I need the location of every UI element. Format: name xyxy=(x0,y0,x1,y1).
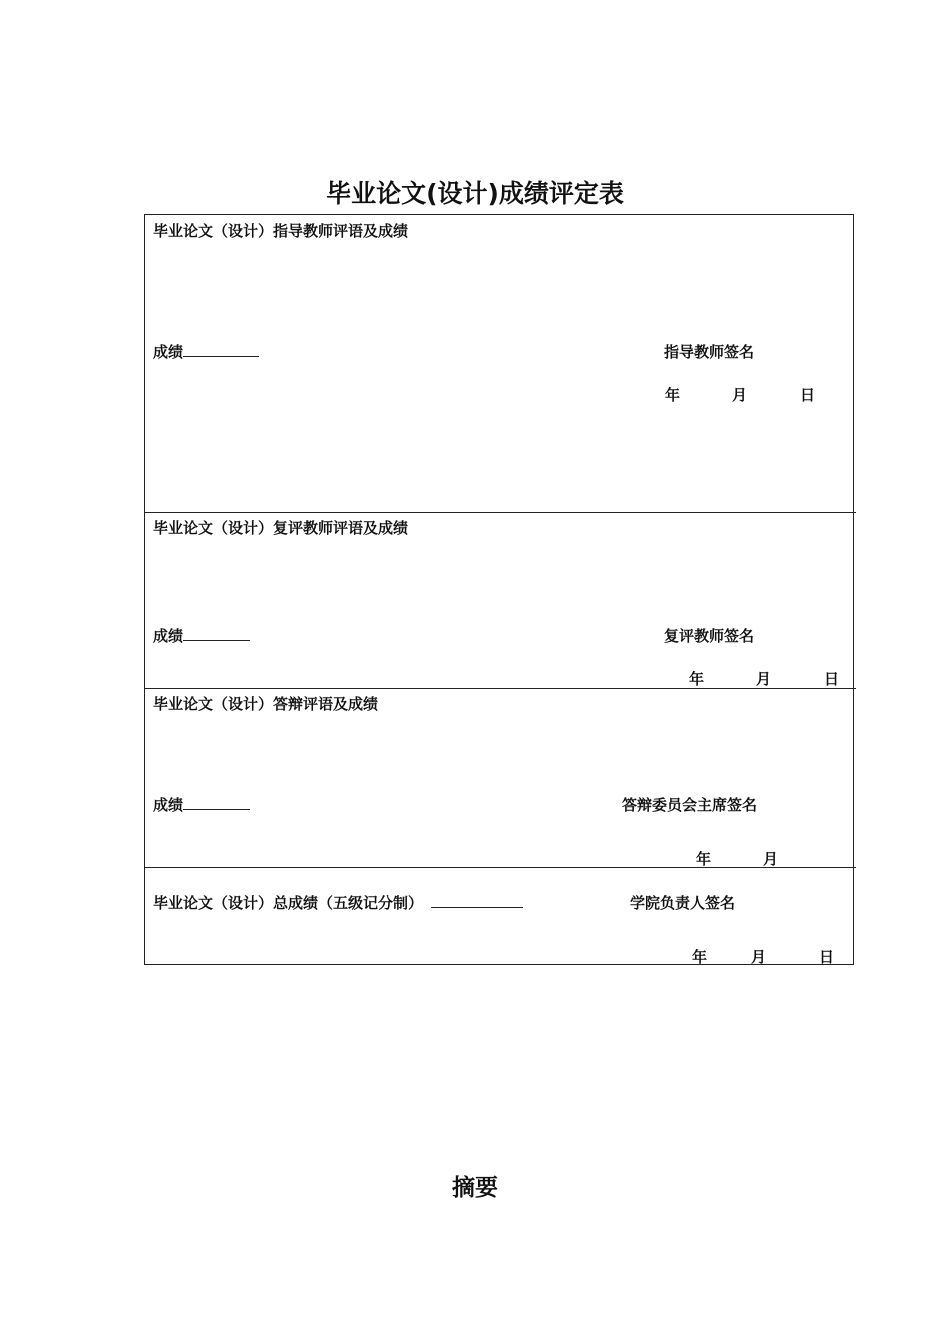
total-score-field[interactable] xyxy=(153,892,523,913)
reviewer-section-heading: 毕业论文（设计）复评教师评语及成绩 xyxy=(153,519,409,537)
abstract-heading: 摘要 xyxy=(452,1175,498,1201)
dean-signature-label: 学院负责人签名 xyxy=(630,894,736,912)
date-day: 日 xyxy=(819,948,835,966)
date-day: 日 xyxy=(824,670,840,688)
date-month: 月 xyxy=(763,850,779,868)
reviewer-signature-label: 复评教师签名 xyxy=(664,627,755,645)
date-month: 月 xyxy=(751,948,767,966)
section-divider xyxy=(144,512,856,513)
score-blank[interactable] xyxy=(183,342,259,357)
grade-form-table xyxy=(144,214,854,965)
score-label: 成绩 xyxy=(153,627,184,645)
total-score-blank[interactable] xyxy=(431,893,523,908)
defense-score-field[interactable] xyxy=(153,794,250,815)
advisor-signature-label: 指导教师签名 xyxy=(664,343,755,361)
score-label: 成绩 xyxy=(153,343,184,361)
score-blank[interactable] xyxy=(183,626,250,641)
total-score-label: 毕业论文（设计）总成绩（五级记分制） xyxy=(153,894,424,912)
defense-section-heading: 毕业论文（设计）答辩评语及成绩 xyxy=(153,695,379,713)
section-divider xyxy=(144,688,856,689)
date-month: 月 xyxy=(756,670,772,688)
section-divider xyxy=(144,867,856,868)
reviewer-score-field[interactable] xyxy=(153,625,250,646)
score-label: 成绩 xyxy=(153,796,184,814)
date-year: 年 xyxy=(696,850,712,868)
form-title: 毕业论文(设计)成绩评定表 xyxy=(326,179,624,208)
date-day: 日 xyxy=(800,386,816,404)
date-year: 年 xyxy=(692,948,708,966)
date-year: 年 xyxy=(689,670,705,688)
defense-chair-signature-label: 答辩委员会主席签名 xyxy=(622,796,758,814)
date-month: 月 xyxy=(732,386,748,404)
score-blank[interactable] xyxy=(183,795,250,810)
advisor-section-heading: 毕业论文（设计）指导教师评语及成绩 xyxy=(153,222,409,240)
advisor-score-field[interactable] xyxy=(153,341,259,362)
date-year: 年 xyxy=(665,386,681,404)
